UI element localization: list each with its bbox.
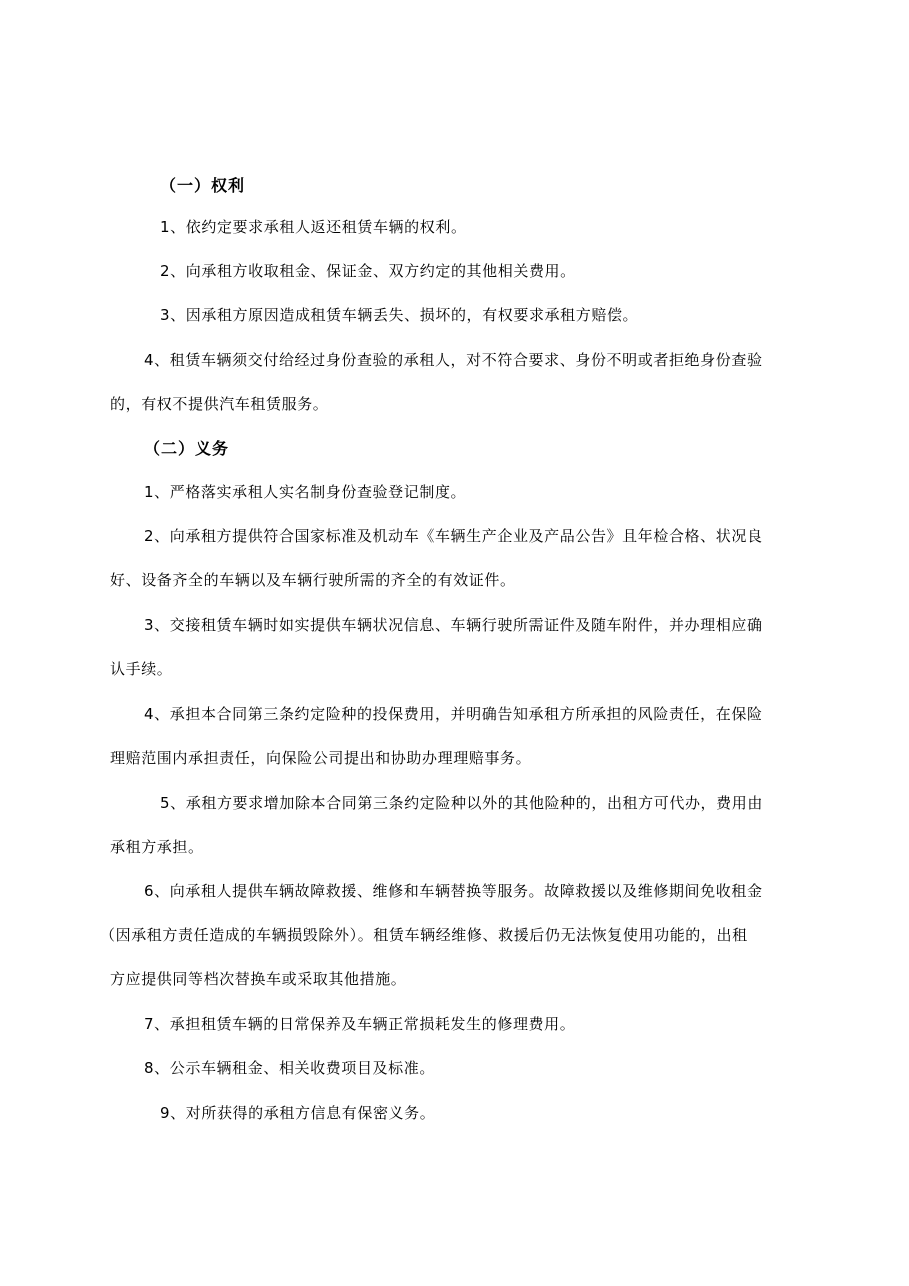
obligations-item-1: 1、严格落实承租人实名制身份查验登记制度。 — [144, 483, 467, 501]
obligations-item-6-line-2: （因承租方责任造成的车辆损毁除外）。租赁车辆经维修、救援后仍无法恢复使用功能的，出租 — [100, 926, 748, 944]
rights-item-2: 2、向承租方收取租金、保证金、双方约定的其他相关费用。 — [160, 262, 576, 280]
rights-item-4-line-2: 的，有权不提供汽车租赁服务。 — [110, 395, 329, 413]
obligations-item-4-line-2: 理赔范围内承担责任，向保险公司提出和协助办理理赔事务。 — [110, 749, 532, 767]
rights-item-4-line-1: 4、租赁车辆须交付给经过身份查验的承租人，对不符合要求、身份不明或者拒绝身份查验 — [144, 351, 763, 369]
rights-item-1: 1、依约定要求承租人返还租赁车辆的权利。 — [160, 218, 467, 236]
obligations-item-7: 7、承担租赁车辆的日常保养及车辆正常损耗发生的修理费用。 — [144, 1015, 576, 1033]
obligations-item-3-line-2: 认手续。 — [110, 660, 173, 678]
section-heading-obligations: （二）义务 — [144, 439, 230, 458]
obligations-item-2-line-2: 好、设备齐全的车辆以及车辆行驶所需的齐全的有效证件。 — [110, 571, 516, 589]
section-heading-rights: （一）权利 — [160, 176, 246, 195]
obligations-item-6-line-3: 方应提供同等档次替换车或采取其他措施。 — [110, 970, 407, 988]
obligations-item-8: 8、公示车辆租金、相关收费项目及标准。 — [144, 1059, 435, 1077]
obligations-item-6-line-1: 6、向承租人提供车辆故障救援、维修和车辆替换等服务。故障救援以及维修期间免收租金 — [144, 882, 763, 900]
obligations-item-9: 9、对所获得的承租方信息有保密义务。 — [160, 1104, 436, 1122]
rights-item-3: 3、因承租方原因造成租赁车辆丢失、损坏的，有权要求承租方赔偿。 — [160, 306, 639, 324]
obligations-item-5-line-2: 承租方承担。 — [110, 838, 204, 856]
obligations-item-2-line-1: 2、向承租方提供符合国家标准及机动车《车辆生产企业及产品公告》且年检合格、状况良 — [144, 527, 763, 545]
obligations-item-5-line-1: 5、承租方要求增加除本合同第三条约定险种以外的其他险种的，出租方可代办，费用由 — [160, 794, 763, 812]
obligations-item-4-line-1: 4、承担本合同第三条约定险种的投保费用，并明确告知承租方所承担的风险责任，在保险 — [144, 705, 763, 723]
obligations-item-3-line-1: 3、交接租赁车辆时如实提供车辆状况信息、车辆行驶所需证件及随车附件，并办理相应确 — [144, 616, 763, 634]
